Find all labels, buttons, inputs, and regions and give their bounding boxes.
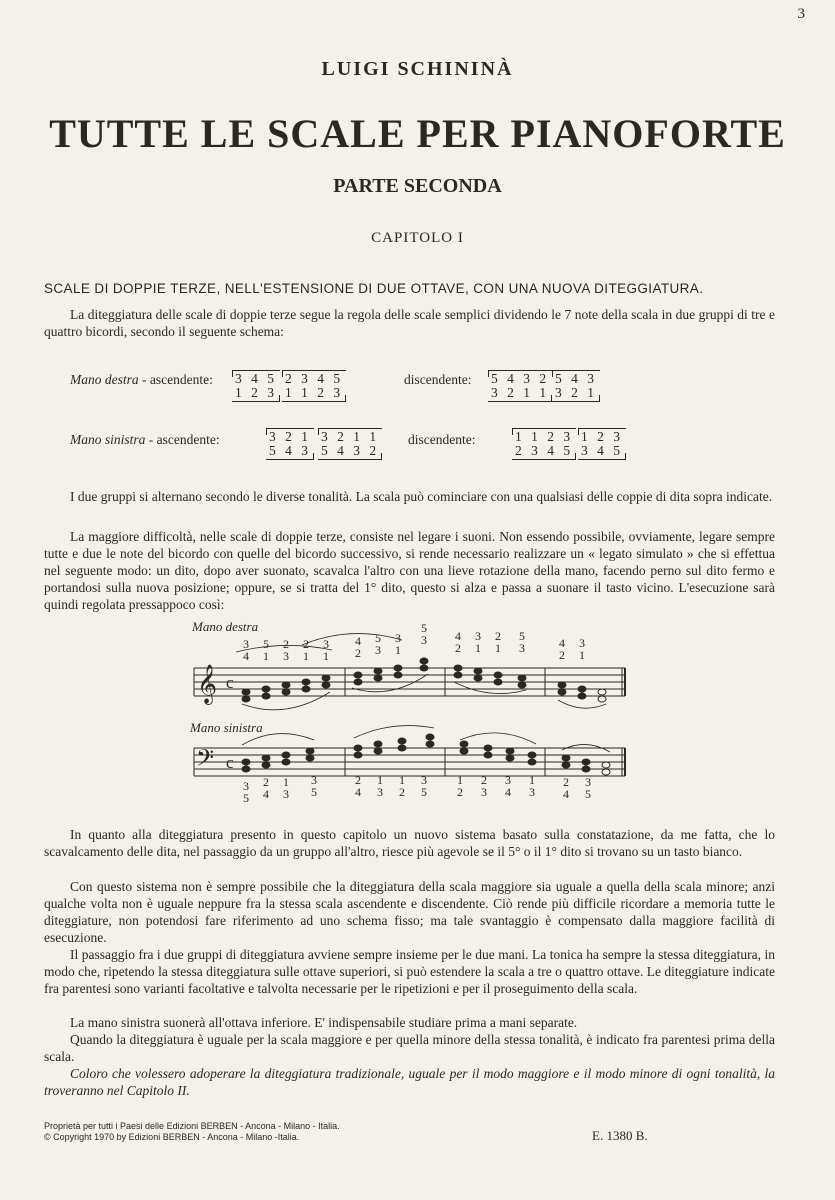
- finger-number: 1: [475, 641, 481, 655]
- finger-number: 2: [283, 637, 289, 651]
- finger-number: 5: [585, 787, 591, 801]
- descending-label: discendente:: [404, 372, 472, 387]
- paragraph-system: In quanto alla diteggiatura presento in questo capitolo un nuovo sistema basato sulla constatazione, da me fatta, che lo scavalcamento delle dita, nel passaggio da un gruppo all'altro, riesce più agevole se il 5° o il 1° dito si trovano su un tasto bianco.: [44, 827, 775, 859]
- descending-label: discendente:: [408, 432, 476, 447]
- finger-number: 4: [243, 649, 249, 663]
- finger-number: 5: [421, 785, 427, 799]
- fingering-bottom: 3 4 5: [581, 443, 623, 458]
- music-left-hand-label: Mano sinistra: [190, 720, 263, 735]
- common-time-icon: c: [226, 753, 234, 772]
- paragraph-passage: Il passaggio fra i due gruppi di diteggiatura avviene sempre insieme per le due mani. La tonica ha sempre la stessa diteggiatura, in modo che, ripetendo la stessa diteggiatura sulle ottave superiori, si può estendere la scala a tre o quattro ottave. Le diteggiature indicate fra parentesi sono varianti facoltative e talvolta necessarie per le ripetizioni e per il proseguimento della scala.: [44, 947, 775, 996]
- finger-number: 1: [377, 773, 383, 787]
- intro-paragraph: La diteggiatura delle scale di doppie terze segue la regola delle scale semplici dividendo le 7 note della scala in due gruppi di tre e quattro bicordi, secondo il seguente schema:: [44, 307, 775, 339]
- fingering-bottom: 2 3 4 5: [515, 443, 574, 458]
- finger-number: 4: [563, 787, 569, 801]
- section-heading: SCALE DI DOPPIE TERZE, NELL'ESTENSIONE DI DUE OTTAVE, CON UNA NUOVA DITEGGIATURA.: [44, 281, 704, 296]
- finger-number: 4: [505, 785, 511, 799]
- finger-number: 4: [355, 785, 361, 799]
- paragraph-major-minor: Con questo sistema non è sempre possibile che la diteggiatura della scala maggiore sia uguale a quella della scala minore; anzi qualche volta non è uguale neppure fra la stessa scala ascendente e discendente. Ciò rende più difficile ricordare a memoria tutte le diteggiature, non potendosi fare riferimento ad uno schema fisso; ma tale svantaggio è compensato dalla maggiore facilità di esecuzione.: [44, 879, 775, 945]
- finger-number: 1: [457, 773, 463, 787]
- bass-staff: [194, 748, 625, 776]
- fingering-top: 5 4 3: [555, 371, 597, 386]
- finger-number: 3: [283, 649, 289, 663]
- fingering-bottom: 1 2 3: [235, 385, 277, 400]
- finger-number: 5: [243, 791, 249, 805]
- finger-number: 5: [375, 631, 381, 645]
- fingering-top: 3 2 1: [269, 429, 311, 444]
- chapter-heading: CAPITOLO I: [371, 230, 464, 246]
- finger-number: 1: [529, 773, 535, 787]
- fingering-top: 1 1 2 3: [515, 429, 574, 444]
- left-hand-label: Mano sinistra: [70, 432, 146, 447]
- finger-number: 3: [505, 773, 511, 787]
- finger-number: 3: [529, 785, 535, 799]
- finger-number: 5: [263, 637, 269, 651]
- finger-number: 2: [263, 775, 269, 789]
- fingering-bottom: 5 4 3 2: [321, 443, 380, 458]
- finger-number: 3: [519, 641, 525, 655]
- ascending-label: - ascendente:: [148, 432, 220, 447]
- right-hand-label: Mano destra: [70, 372, 139, 387]
- finger-number: 3: [421, 633, 427, 647]
- finger-number: 3: [475, 629, 481, 643]
- finger-number: 3: [311, 773, 317, 787]
- finger-number: 2: [455, 641, 461, 655]
- ascending-label: - ascendente:: [142, 372, 213, 387]
- document-title: TUTTE LE SCALE PER PIANOFORTE: [49, 111, 786, 156]
- finger-number: 4: [355, 634, 361, 648]
- paragraph-left-hand: La mano sinistra suonerà all'ottava inferiore. E' indispensabile studiare prima a mani separate.: [70, 1015, 578, 1030]
- finger-number: 1: [495, 641, 501, 655]
- finger-number: 3: [375, 643, 381, 657]
- finger-number: 2: [481, 773, 487, 787]
- document-subtitle: PARTE SECONDA: [333, 175, 502, 197]
- finger-number: 1: [399, 773, 405, 787]
- copyright-line-1: Proprietà per tutti i Paesi delle Edizioni BERBEN - Ancona - Milano - Italia.: [44, 1121, 340, 1131]
- fingering-bottom: 3 2 1 1: [491, 385, 550, 400]
- fingering-top: 2 3 4 5: [285, 371, 344, 386]
- finger-number: 4: [455, 629, 461, 643]
- fingering-top: 3 4 5: [235, 371, 277, 386]
- finger-number: 3: [421, 773, 427, 787]
- fingering-bottom: 1 1 2 3: [285, 385, 344, 400]
- copyright-line-2: © Copyright 1970 by Edizioni BERBEN - Ancona - Milano -Italia.: [44, 1132, 300, 1142]
- finger-number: 3: [243, 637, 249, 651]
- finger-number: 5: [311, 785, 317, 799]
- finger-number: 3: [377, 785, 383, 799]
- fingering-bottom: 3 2 1: [555, 385, 597, 400]
- music-right-hand-label: Mano destra: [192, 619, 259, 634]
- finger-number: 2: [457, 785, 463, 799]
- bass-clef-icon: 𝄢: [196, 746, 215, 777]
- paragraph-traditional: Coloro che volessero adoperare la diteggiatura tradizionale, uguale per il modo maggiore e il modo minore di ogni tonalità, la troveranno nel Capitolo II.: [44, 1066, 775, 1098]
- finger-number: 2: [355, 646, 361, 660]
- finger-number: 2: [563, 775, 569, 789]
- finger-number: 3: [481, 785, 487, 799]
- finger-number: 1: [323, 649, 329, 663]
- fingering-top: 1 2 3: [581, 429, 623, 444]
- fingering-top: 5 4 3 2: [491, 371, 550, 386]
- finger-number: 1: [579, 648, 585, 662]
- copyright-footer: [44, 1121, 340, 1143]
- common-time-icon: c: [226, 673, 234, 692]
- finger-number: 2: [303, 637, 309, 651]
- paragraph-legato: La maggiore difficoltà, nelle scale di doppie terze, consiste nel legare i suoni. Non essendo possibile, ovviamente, legare sempre tutte e due le note del bicordo con quelle del bicordo successivo, si rende necessario realizzare un « legato simulato » che si effettua nel seguente modo: un dito, dopo aver suonato, scavalca l'altro con una lieve rotazione della mano, facendo perno sul dito fermo e portandosi sulla nuova posizione; oppure, se si tratta del 1° dito, questo si alza e passa a suonare il tasto vicino. L'esecuzione sarà quindi regolata pressappoco così:: [44, 529, 775, 612]
- treble-notes: [242, 658, 606, 702]
- paragraph-parentheses: Quando la diteggiatura è uguale per la scala maggiore e per quella minore della stessa tonalità, è indicato fra parentesi prima della scala.: [44, 1032, 775, 1064]
- author-name: LUIGI SCHININÀ: [321, 58, 514, 80]
- treble-clef-icon: 𝄞: [197, 666, 218, 703]
- finger-number: 2: [355, 773, 361, 787]
- finger-number: 3: [283, 787, 289, 801]
- paragraph-groups: I due gruppi si alternano secondo le diverse tonalità. La scala può cominciare con una qualsiasi delle coppie di dita sopra indicate.: [70, 489, 773, 504]
- finger-number: 2: [399, 785, 405, 799]
- fingering-top: 3 2 1 1: [321, 429, 380, 444]
- finger-number: 1: [395, 643, 401, 657]
- finger-number: 4: [559, 636, 565, 650]
- page-number: 3: [797, 6, 805, 22]
- finger-number: 3: [323, 637, 329, 651]
- edition-number: E. 1380 B.: [592, 1128, 648, 1143]
- finger-number: 1: [263, 649, 269, 663]
- finger-number: 3: [395, 631, 401, 645]
- finger-number: 3: [585, 775, 591, 789]
- finger-number: 3: [579, 636, 585, 650]
- finger-number: 5: [421, 621, 427, 635]
- finger-number: 4: [263, 787, 269, 801]
- fingering-bottom: 5 4 3: [269, 443, 311, 458]
- finger-number: 1: [303, 649, 309, 663]
- finger-number: 2: [495, 629, 501, 643]
- finger-number: 3: [243, 779, 249, 793]
- finger-number: 1: [283, 775, 289, 789]
- finger-number: 2: [559, 648, 565, 662]
- finger-number: 5: [519, 629, 525, 643]
